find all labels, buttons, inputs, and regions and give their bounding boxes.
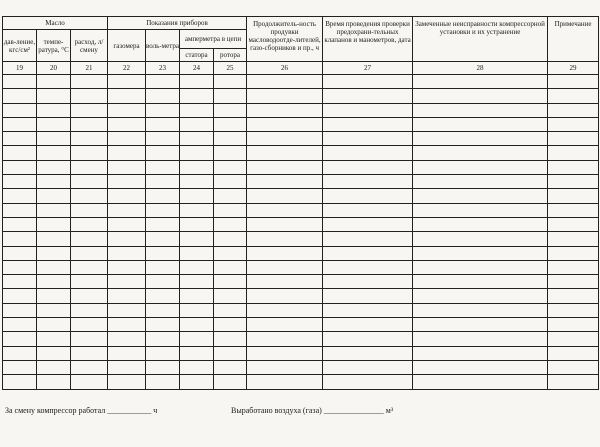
table-cell[interactable]: [71, 375, 108, 389]
table-row: [3, 332, 599, 346]
table-cell[interactable]: [3, 375, 37, 389]
table-cell[interactable]: [413, 375, 548, 389]
table-cell[interactable]: [180, 332, 214, 346]
table-cell[interactable]: [247, 160, 323, 174]
table-cell[interactable]: [413, 260, 548, 274]
col-22-header: газомера: [108, 30, 146, 62]
table-cell[interactable]: [108, 103, 146, 117]
table-cell[interactable]: [37, 318, 71, 332]
table-cell[interactable]: [3, 232, 37, 246]
table-cell[interactable]: [180, 175, 214, 189]
table-cell[interactable]: [71, 246, 108, 260]
table-cell[interactable]: [37, 160, 71, 174]
ammeter-group-header: амперметра в цепи: [180, 30, 247, 49]
table-cell[interactable]: [71, 360, 108, 374]
table-cell[interactable]: [146, 260, 180, 274]
table-cell[interactable]: [146, 303, 180, 317]
table-cell[interactable]: [108, 117, 146, 131]
table-cell[interactable]: [108, 160, 146, 174]
table-cell[interactable]: [3, 303, 37, 317]
table-cell[interactable]: [3, 117, 37, 131]
table-row: [3, 289, 599, 303]
table-cell[interactable]: [247, 260, 323, 274]
table-cell[interactable]: [323, 217, 413, 231]
table-cell[interactable]: [548, 89, 599, 103]
table-cell[interactable]: [247, 275, 323, 289]
table-row: [3, 232, 599, 246]
table-row: [3, 260, 599, 274]
log-body: [3, 75, 599, 390]
table-cell[interactable]: [37, 360, 71, 374]
table-cell[interactable]: [247, 360, 323, 374]
table-cell[interactable]: [247, 89, 323, 103]
table-cell[interactable]: [214, 217, 247, 231]
column-number: 25: [214, 62, 247, 75]
table-cell[interactable]: [71, 303, 108, 317]
table-cell[interactable]: [323, 375, 413, 389]
table-cell[interactable]: [548, 117, 599, 131]
table-row: [3, 217, 599, 231]
table-cell[interactable]: [146, 75, 180, 89]
table-cell[interactable]: [146, 146, 180, 160]
table-cell[interactable]: [146, 160, 180, 174]
table-cell[interactable]: [71, 232, 108, 246]
table-cell[interactable]: [71, 275, 108, 289]
table-cell[interactable]: [323, 146, 413, 160]
table-row: [3, 175, 599, 189]
table-cell[interactable]: [214, 289, 247, 303]
table-cell[interactable]: [413, 189, 548, 203]
table-cell[interactable]: [323, 332, 413, 346]
table-cell[interactable]: [180, 217, 214, 231]
table-cell[interactable]: [146, 360, 180, 374]
table-cell[interactable]: [146, 103, 180, 117]
table-row: [3, 189, 599, 203]
table-cell[interactable]: [214, 260, 247, 274]
column-number: 28: [413, 62, 548, 75]
table-cell[interactable]: [214, 303, 247, 317]
table-row: [3, 89, 599, 103]
table-cell[interactable]: [108, 132, 146, 146]
table-cell[interactable]: [413, 318, 548, 332]
table-cell[interactable]: [323, 160, 413, 174]
table-cell[interactable]: [71, 289, 108, 303]
table-cell[interactable]: [37, 146, 71, 160]
table-cell[interactable]: [108, 217, 146, 231]
table-cell[interactable]: [247, 303, 323, 317]
table-cell[interactable]: [247, 289, 323, 303]
col-29-header: Примечание: [548, 17, 599, 62]
table-cell[interactable]: [413, 160, 548, 174]
table-cell[interactable]: [108, 75, 146, 89]
table-cell[interactable]: [548, 146, 599, 160]
table-cell[interactable]: [108, 346, 146, 360]
table-cell[interactable]: [323, 203, 413, 217]
table-cell[interactable]: [37, 275, 71, 289]
table-cell[interactable]: [247, 246, 323, 260]
table-cell[interactable]: [3, 217, 37, 231]
table-cell[interactable]: [71, 160, 108, 174]
table-cell[interactable]: [71, 217, 108, 231]
table-cell[interactable]: [71, 175, 108, 189]
table-cell[interactable]: [108, 360, 146, 374]
table-cell[interactable]: [548, 346, 599, 360]
table-row: [3, 132, 599, 146]
table-cell[interactable]: [3, 103, 37, 117]
table-cell[interactable]: [413, 275, 548, 289]
hours-worked-line: За смену компрессор работал ___________ ч: [5, 406, 158, 415]
table-cell[interactable]: [3, 275, 37, 289]
table-cell[interactable]: [71, 89, 108, 103]
table-cell[interactable]: [413, 203, 548, 217]
table-cell[interactable]: [548, 132, 599, 146]
table-cell[interactable]: [247, 232, 323, 246]
table-cell[interactable]: [548, 318, 599, 332]
table-cell[interactable]: [37, 303, 71, 317]
table-cell[interactable]: [180, 375, 214, 389]
table-row: [3, 160, 599, 174]
table-cell[interactable]: [180, 318, 214, 332]
column-number: 27: [323, 62, 413, 75]
table-cell[interactable]: [247, 132, 323, 146]
table-cell[interactable]: [214, 246, 247, 260]
table-cell[interactable]: [323, 275, 413, 289]
table-row: [3, 375, 599, 389]
air-produced-line: Выработано воздуха (газа) _______________ м³: [231, 406, 394, 415]
table-cell[interactable]: [108, 260, 146, 274]
table-cell[interactable]: [180, 232, 214, 246]
table-row: [3, 117, 599, 131]
table-cell[interactable]: [214, 375, 247, 389]
table-cell[interactable]: [146, 189, 180, 203]
table-cell[interactable]: [71, 203, 108, 217]
table-cell[interactable]: [3, 160, 37, 174]
table-cell[interactable]: [146, 289, 180, 303]
table-cell[interactable]: [3, 89, 37, 103]
table-cell[interactable]: [247, 75, 323, 89]
table-cell[interactable]: [37, 289, 71, 303]
table-cell[interactable]: [146, 117, 180, 131]
table-cell[interactable]: [413, 346, 548, 360]
table-cell[interactable]: [146, 217, 180, 231]
table-cell[interactable]: [3, 175, 37, 189]
table-cell[interactable]: [37, 175, 71, 189]
table-cell[interactable]: [180, 275, 214, 289]
table-cell[interactable]: [548, 246, 599, 260]
table-cell[interactable]: [37, 375, 71, 389]
table-cell[interactable]: [214, 146, 247, 160]
table-cell[interactable]: [247, 346, 323, 360]
column-number: 19: [3, 62, 37, 75]
table-cell[interactable]: [3, 346, 37, 360]
table-row: [3, 360, 599, 374]
table-cell[interactable]: [108, 246, 146, 260]
table-cell[interactable]: [3, 332, 37, 346]
table-cell[interactable]: [180, 189, 214, 203]
table-cell[interactable]: [247, 203, 323, 217]
table-row: [3, 146, 599, 160]
table-cell[interactable]: [247, 117, 323, 131]
table-cell[interactable]: [3, 360, 37, 374]
table-cell[interactable]: [180, 75, 214, 89]
table-cell[interactable]: [71, 75, 108, 89]
table-cell[interactable]: [413, 117, 548, 131]
column-number: 29: [548, 62, 599, 75]
table-row: [3, 75, 599, 89]
table-row: [3, 275, 599, 289]
table-cell[interactable]: [548, 103, 599, 117]
column-number-row: [3, 62, 599, 75]
table-cell[interactable]: [323, 289, 413, 303]
table-cell[interactable]: [214, 189, 247, 203]
table-cell[interactable]: [323, 303, 413, 317]
table-cell[interactable]: [108, 175, 146, 189]
table-cell[interactable]: [548, 75, 599, 89]
table-cell[interactable]: [37, 232, 71, 246]
col-26-header: Продолжитель-ность продувки масловодоотде-лителей, газо-сборников и пр., ч: [247, 17, 323, 62]
table-cell[interactable]: [180, 89, 214, 103]
table-cell[interactable]: [3, 246, 37, 260]
table-cell[interactable]: [214, 175, 247, 189]
table-cell[interactable]: [180, 260, 214, 274]
table-cell[interactable]: [71, 132, 108, 146]
table-cell[interactable]: [71, 346, 108, 360]
table-cell[interactable]: [180, 203, 214, 217]
table-cell[interactable]: [3, 75, 37, 89]
table-cell[interactable]: [108, 303, 146, 317]
table-cell[interactable]: [180, 360, 214, 374]
table-cell[interactable]: [108, 203, 146, 217]
table-cell[interactable]: [413, 89, 548, 103]
table-cell[interactable]: [108, 318, 146, 332]
col-21-header: расход, л/смену: [71, 30, 108, 62]
table-cell[interactable]: [108, 146, 146, 160]
table-cell[interactable]: [180, 146, 214, 160]
table-cell[interactable]: [37, 75, 71, 89]
table-cell[interactable]: [323, 103, 413, 117]
table-row: [3, 246, 599, 260]
table-cell[interactable]: [214, 103, 247, 117]
table-cell[interactable]: [3, 132, 37, 146]
table-row: [3, 346, 599, 360]
table-cell[interactable]: [247, 189, 323, 203]
table-cell[interactable]: [146, 246, 180, 260]
col-28-header: Замеченные неисправности компрессорной установки и их устранение: [413, 17, 548, 62]
column-number: 24: [180, 62, 214, 75]
table-cell[interactable]: [323, 175, 413, 189]
table-cell[interactable]: [214, 232, 247, 246]
table-cell[interactable]: [146, 332, 180, 346]
table-cell[interactable]: [214, 360, 247, 374]
table-cell[interactable]: [146, 203, 180, 217]
oil-group-header: Масло: [3, 17, 108, 30]
table-cell[interactable]: [214, 346, 247, 360]
table-cell[interactable]: [413, 132, 548, 146]
table-cell[interactable]: [323, 232, 413, 246]
table-cell[interactable]: [108, 189, 146, 203]
table-cell[interactable]: [413, 217, 548, 231]
column-number: 21: [71, 62, 108, 75]
table-cell[interactable]: [37, 346, 71, 360]
table-cell[interactable]: [413, 75, 548, 89]
table-cell[interactable]: [214, 318, 247, 332]
col-24-header: статора: [180, 49, 214, 62]
table-cell[interactable]: [37, 89, 71, 103]
table-cell[interactable]: [323, 89, 413, 103]
table-cell[interactable]: [146, 375, 180, 389]
table-cell[interactable]: [108, 232, 146, 246]
table-cell[interactable]: [3, 289, 37, 303]
table-cell[interactable]: [214, 160, 247, 174]
table-cell[interactable]: [548, 175, 599, 189]
table-cell[interactable]: [180, 160, 214, 174]
table-cell[interactable]: [214, 275, 247, 289]
table-cell[interactable]: [108, 375, 146, 389]
table-cell[interactable]: [323, 346, 413, 360]
table-cell[interactable]: [548, 289, 599, 303]
table-cell[interactable]: [180, 103, 214, 117]
table-cell[interactable]: [323, 117, 413, 131]
col-23-header: воль-метра: [146, 30, 180, 62]
table-cell[interactable]: [146, 175, 180, 189]
column-number: 23: [146, 62, 180, 75]
table-cell[interactable]: [37, 217, 71, 231]
table-cell[interactable]: [180, 289, 214, 303]
table-cell[interactable]: [108, 332, 146, 346]
table-cell[interactable]: [323, 260, 413, 274]
instruments-group-header: Показания приборов: [108, 17, 247, 30]
table-cell[interactable]: [214, 332, 247, 346]
table-cell[interactable]: [548, 189, 599, 203]
table-cell[interactable]: [247, 175, 323, 189]
table-cell[interactable]: [548, 375, 599, 389]
table-cell[interactable]: [37, 260, 71, 274]
table-cell[interactable]: [214, 117, 247, 131]
column-number: 26: [247, 62, 323, 75]
table-cell[interactable]: [548, 232, 599, 246]
table-cell[interactable]: [323, 318, 413, 332]
table-cell[interactable]: [323, 132, 413, 146]
table-cell[interactable]: [247, 332, 323, 346]
table-cell[interactable]: [37, 189, 71, 203]
table-cell[interactable]: [71, 146, 108, 160]
table-row: [3, 303, 599, 317]
table-cell[interactable]: [71, 260, 108, 274]
table-cell[interactable]: [37, 117, 71, 131]
table-cell[interactable]: [180, 303, 214, 317]
table-cell[interactable]: [71, 332, 108, 346]
table-cell[interactable]: [323, 246, 413, 260]
table-row: [3, 203, 599, 217]
table-cell[interactable]: [548, 160, 599, 174]
table-cell[interactable]: [413, 103, 548, 117]
table-cell[interactable]: [146, 132, 180, 146]
table-cell[interactable]: [180, 132, 214, 146]
table-cell[interactable]: [548, 275, 599, 289]
table-cell[interactable]: [3, 146, 37, 160]
table-cell[interactable]: [37, 203, 71, 217]
table-cell[interactable]: [413, 303, 548, 317]
table-cell[interactable]: [71, 318, 108, 332]
table-cell[interactable]: [413, 246, 548, 260]
table-cell[interactable]: [413, 146, 548, 160]
table-cell[interactable]: [323, 75, 413, 89]
table-cell[interactable]: [146, 89, 180, 103]
table-cell[interactable]: [71, 189, 108, 203]
table-cell[interactable]: [146, 232, 180, 246]
table-cell[interactable]: [3, 189, 37, 203]
table-cell[interactable]: [413, 332, 548, 346]
table-cell[interactable]: [71, 117, 108, 131]
table-cell[interactable]: [323, 189, 413, 203]
table-cell[interactable]: [180, 117, 214, 131]
table-cell[interactable]: [413, 289, 548, 303]
table-cell[interactable]: [413, 232, 548, 246]
table-cell[interactable]: [247, 375, 323, 389]
table-cell[interactable]: [413, 360, 548, 374]
table-cell[interactable]: [214, 203, 247, 217]
table-cell[interactable]: [108, 289, 146, 303]
table-cell[interactable]: [548, 360, 599, 374]
col-20-header: темпе-ратура, °С: [37, 30, 71, 62]
table-cell[interactable]: [3, 318, 37, 332]
col-25-header: ротора: [214, 49, 247, 62]
table-cell[interactable]: [146, 318, 180, 332]
column-number: 22: [108, 62, 146, 75]
table-cell[interactable]: [548, 217, 599, 231]
table-cell[interactable]: [3, 260, 37, 274]
table-cell[interactable]: [548, 332, 599, 346]
table-row: [3, 103, 599, 117]
table-cell[interactable]: [146, 346, 180, 360]
table-cell[interactable]: [214, 89, 247, 103]
table-cell[interactable]: [180, 246, 214, 260]
table-cell[interactable]: [247, 217, 323, 231]
table-cell[interactable]: [548, 260, 599, 274]
table-cell[interactable]: [71, 103, 108, 117]
table-cell[interactable]: [214, 75, 247, 89]
table-row: [3, 318, 599, 332]
table-cell[interactable]: [37, 132, 71, 146]
col-19-header: дав-ление, кгс/см²: [3, 30, 37, 62]
table-cell[interactable]: [37, 246, 71, 260]
table-cell[interactable]: [323, 360, 413, 374]
table-cell[interactable]: [3, 203, 37, 217]
table-cell[interactable]: [214, 132, 247, 146]
table-cell[interactable]: [247, 318, 323, 332]
table-cell[interactable]: [37, 332, 71, 346]
table-cell[interactable]: [108, 89, 146, 103]
column-number: 20: [37, 62, 71, 75]
table-cell[interactable]: [247, 103, 323, 117]
compressor-log-table: [2, 16, 599, 390]
table-cell[interactable]: [37, 103, 71, 117]
table-cell[interactable]: [247, 146, 323, 160]
table-cell[interactable]: [413, 175, 548, 189]
table-cell[interactable]: [146, 275, 180, 289]
table-cell[interactable]: [548, 303, 599, 317]
table-cell[interactable]: [180, 346, 214, 360]
col-27-header: Время проведения проверки предохрани-тельных клапанов и манометров, дата: [323, 17, 413, 62]
table-cell[interactable]: [108, 275, 146, 289]
table-cell[interactable]: [548, 203, 599, 217]
